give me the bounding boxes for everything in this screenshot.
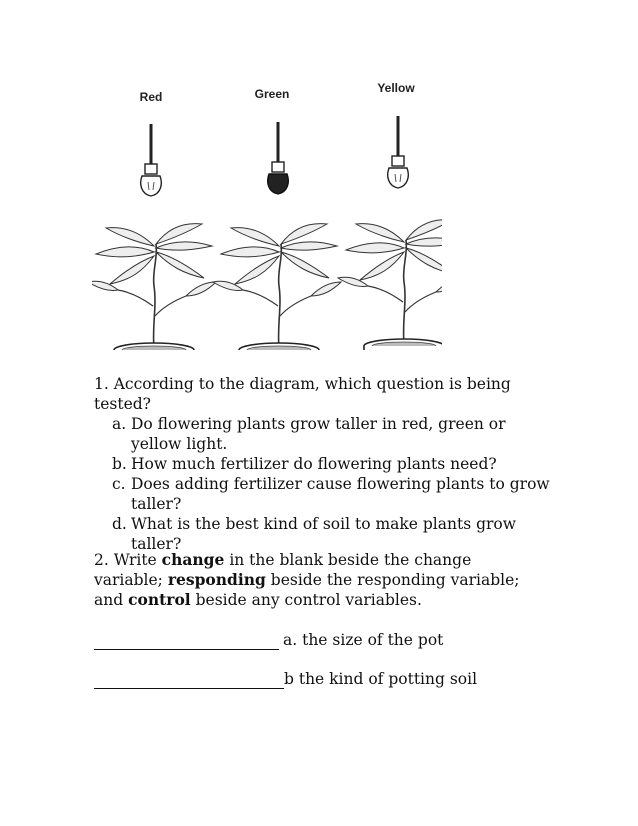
option-d bbox=[112, 514, 552, 554]
option-letter: b. bbox=[112, 455, 127, 473]
answer-row-b bbox=[94, 669, 477, 689]
q2-bold-responding: responding bbox=[167, 570, 266, 589]
plant-light-diagram bbox=[92, 76, 442, 350]
label-red: Red bbox=[139, 90, 163, 104]
option-a bbox=[112, 414, 552, 454]
option-text: What is the best kind of soil to make plants grow taller? bbox=[131, 515, 517, 553]
plant-red bbox=[92, 224, 216, 350]
q2-bold-control: control bbox=[128, 590, 191, 609]
option-text: Does adding fertilizer cause flowering plants to grow taller? bbox=[131, 475, 550, 513]
answer-blank-b[interactable] bbox=[94, 672, 284, 689]
option-c bbox=[112, 474, 552, 514]
option-letter: d. bbox=[112, 515, 127, 533]
bulb-red-icon bbox=[141, 124, 162, 196]
plant-green bbox=[213, 224, 341, 350]
q2-text: beside any control variables. bbox=[190, 591, 422, 609]
diagram-svg bbox=[92, 76, 442, 350]
option-b bbox=[112, 454, 552, 474]
option-text: How much fertilizer do flowering plants need? bbox=[131, 455, 497, 473]
answer-blank-a[interactable] bbox=[94, 633, 279, 650]
option-letter: a. bbox=[112, 415, 127, 433]
option-letter: c. bbox=[112, 475, 126, 493]
q2-bold-change: change bbox=[161, 550, 225, 569]
label-yellow: Yellow bbox=[377, 81, 415, 95]
option-text: Do flowering plants grow taller in red, green or yellow light. bbox=[131, 415, 506, 453]
item-label-b: b the kind of potting soil bbox=[284, 670, 478, 688]
plant-yellow bbox=[338, 220, 442, 350]
answer-row-a bbox=[94, 630, 443, 650]
q2-text: beside the responding variable; and bbox=[94, 571, 520, 609]
bulb-yellow-icon bbox=[388, 116, 409, 188]
question-1-options bbox=[112, 414, 552, 554]
label-green: Green bbox=[254, 87, 290, 101]
q2-text: 2. Write bbox=[94, 551, 162, 569]
item-label-a: a. the size of the pot bbox=[283, 631, 444, 649]
q2-text: in the blank beside the change variable; bbox=[94, 551, 472, 589]
bulb-green-icon bbox=[268, 122, 289, 194]
question-2 bbox=[94, 550, 534, 610]
question-1: 1. According to the diagram, which question is being tested? bbox=[94, 375, 511, 413]
